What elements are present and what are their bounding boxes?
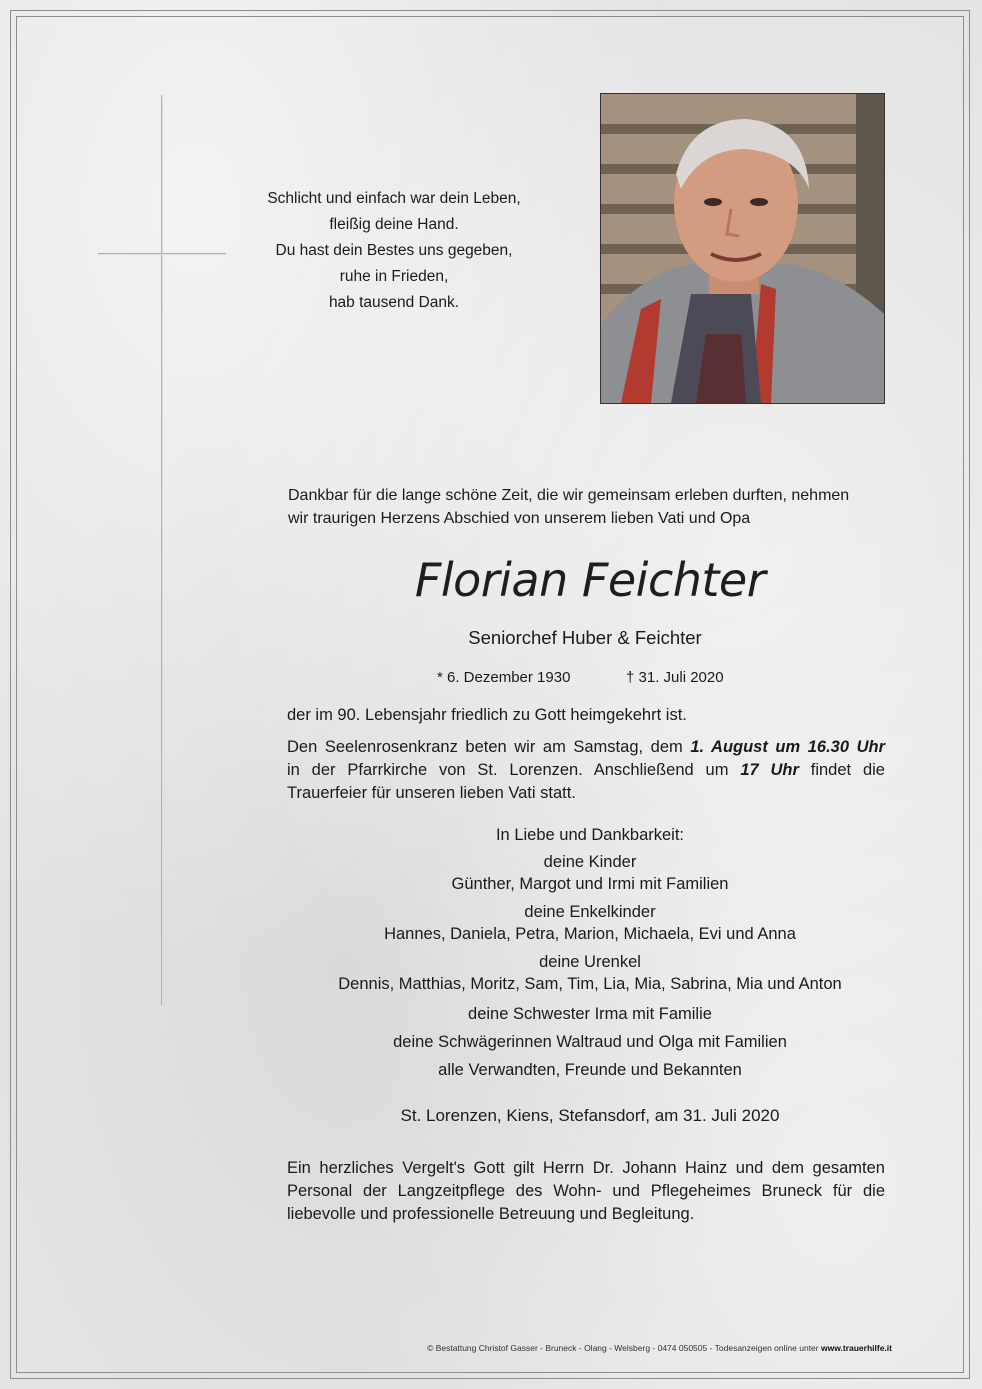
deceased-name: Florian Feichter (414, 553, 766, 607)
poem-line: fleißig deine Hand. (329, 216, 459, 233)
poem-line: Schlicht und einfach war dein Leben, (267, 190, 521, 207)
death-date: † 31. Juli 2020 (626, 669, 724, 686)
mourners-heading: In Liebe und Dankbarkeit: (495, 826, 685, 844)
rosary-line (287, 736, 885, 759)
rosary-part: findet die (798, 761, 885, 779)
thanks-line: liebevolle und professionelle Betreuung und Begleitung. (287, 1205, 695, 1223)
poem (250, 186, 538, 316)
portrait-photo (600, 93, 885, 404)
thanks-line: Personal der Langzeitpflege des Wohn- und Pflegeheimes Bruneck für die (287, 1182, 885, 1200)
sisters-in-law-line: deine Schwägerinnen Waltraud und Olga mit Familien (393, 1033, 787, 1051)
mourners-list (290, 826, 890, 1089)
ceremony-time: 17 Uhr (740, 761, 799, 779)
intro-line: Dankbar für die lange schöne Zeit, die wir gemeinsam erleben durften, nehmen (288, 487, 850, 504)
place-date: St. Lorenzen, Kiens, Stefansdorf, am 31. Juli 2020 (400, 1106, 780, 1125)
thanks-line: Ein herzliches Vergelt's Gott gilt Herrn Dr. Johann Hainz und dem gesamten (287, 1159, 885, 1177)
children-label: deine Kinder (543, 853, 637, 871)
poem-line: ruhe in Frieden, (339, 268, 449, 285)
rosary-part: in der Pfarrkirche von St. Lorenzen. Anschließend um (287, 761, 741, 779)
sister-line: deine Schwester Irma mit Familie (468, 1005, 712, 1023)
rosary-line (287, 759, 885, 782)
rosary-part: Den Seelenrosenkranz beten wir am Samstag, dem (287, 738, 691, 756)
great-grandchildren-label: deine Urenkel (539, 953, 641, 971)
rosary-line: Trauerfeier für unseren lieben Vati statt. (287, 784, 576, 802)
intro-text (288, 484, 888, 530)
birth-date: * 6. Dezember 1930 (437, 669, 571, 686)
poem-line: hab tausend Dank. (328, 294, 460, 311)
footer (427, 1343, 892, 1353)
others-line: alle Verwandten, Freunde und Bekannten (438, 1061, 742, 1079)
age-text: der im 90. Lebensjahr friedlich zu Gott heimgekehrt ist. (287, 706, 687, 724)
poem-line: Du hast dein Bestes uns gegeben, (275, 242, 513, 259)
cross-icon-horizontal (98, 253, 226, 255)
cross-icon-vertical (161, 95, 163, 1005)
deceased-subtitle: Seniorchef Huber & Feichter (468, 627, 702, 648)
thanks-text (287, 1157, 885, 1226)
intro-line: wir traurigen Herzens Abschied von unserem lieben Vati und Opa (288, 510, 751, 527)
footer-website-link[interactable]: www.trauerhilfe.it (820, 1343, 892, 1353)
rosary-text (287, 736, 885, 805)
rosary-time: 1. August um 16.30 Uhr (690, 738, 885, 756)
great-grandchildren-names: Dennis, Matthias, Moritz, Sam, Tim, Lia, Mia, Sabrina, Mia und Anton (338, 975, 842, 993)
grandchildren-names: Hannes, Daniela, Petra, Marion, Michaela, Evi und Anna (384, 925, 796, 943)
children-names: Günther, Margot und Irmi mit Familien (451, 875, 729, 893)
grandchildren-label: deine Enkelkinder (524, 903, 656, 921)
footer-text: © Bestattung Christof Gasser - Bruneck - Olang - Welsberg - 0474 050505 - Todesanzeigen online unter (427, 1343, 821, 1353)
